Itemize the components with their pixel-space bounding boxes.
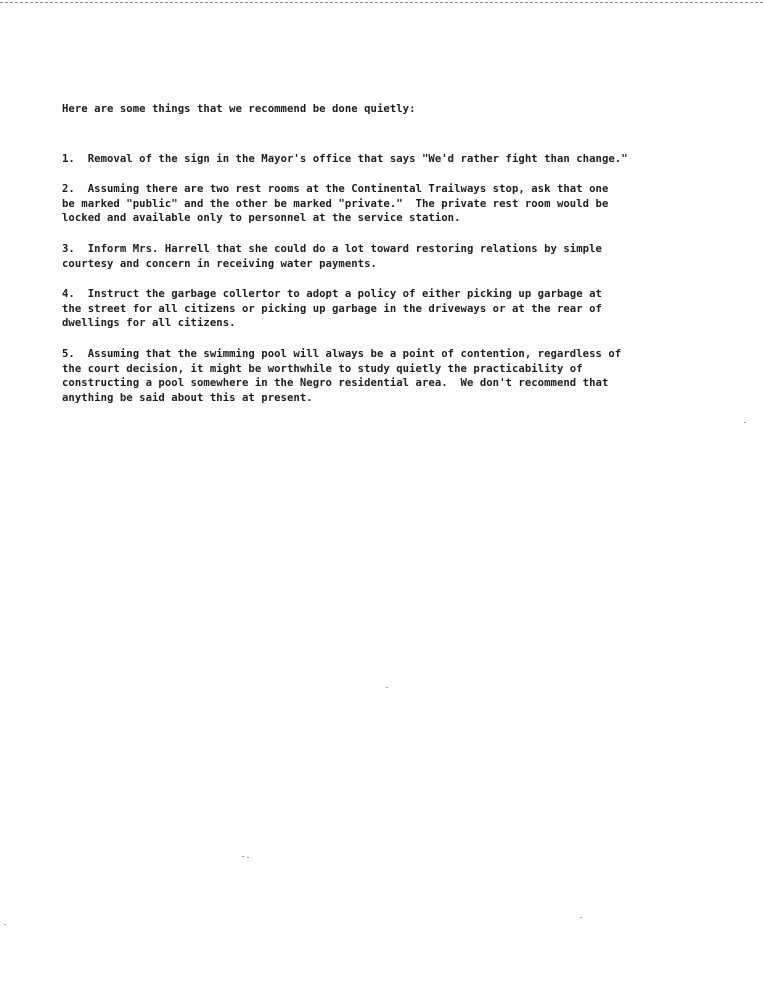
scan-speck [580, 917, 582, 918]
recommendation-line: 5. Assuming that the swimming pool will always be a point of contention, regardless of [62, 347, 622, 360]
scan-speck [386, 687, 388, 688]
scan-speck [242, 856, 244, 857]
recommendation-line: 2. Assuming there are two rest rooms at the Continental Trailways stop, ask that one [62, 183, 609, 196]
recommendation-2 [62, 182, 732, 226]
recommendation-1 [62, 152, 732, 167]
recommendation-line: the street for all citizens or picking up garbage in the driveways or at the rear of [62, 302, 602, 315]
recommendation-line: 3. Inform Mrs. Harrell that she could do a lot toward restoring relations by simple [62, 242, 602, 255]
recommendation-line: locked and available only to personnel at the service station. [62, 212, 461, 225]
recommendation-5 [62, 347, 732, 405]
recommendation-line: courtesy and concern in receiving water payments. [62, 257, 377, 270]
memo-body [62, 102, 732, 421]
recommendation-line: 4. Instruct the garbage collertor to adopt a policy of either picking up garbage at [62, 288, 602, 301]
recommendation-line: constructing a pool somewhere in the Negro residential area. We don't recommend that [62, 377, 609, 390]
page-top-edge [0, 2, 763, 3]
scan-speck [247, 857, 249, 858]
recommendation-4 [62, 287, 732, 331]
intro-line: Here are some things that we recommend be done quietly: [62, 103, 416, 115]
recommendation-line: dwellings for all citizens. [62, 317, 236, 330]
recommendation-3 [62, 242, 732, 271]
scan-speck [4, 924, 6, 925]
recommendation-line: be marked "public" and the other be marked "private." The private rest room would be [62, 197, 609, 210]
recommendation-line: anything be said about this at present. [62, 391, 313, 404]
recommendation-line: 1. Removal of the sign in the Mayor's office that says "We'd rather fight than change." [62, 152, 628, 165]
recommendation-line: the court decision, it might be worthwhile to study quietly the practicability of [62, 362, 583, 375]
scan-speck [744, 422, 746, 423]
